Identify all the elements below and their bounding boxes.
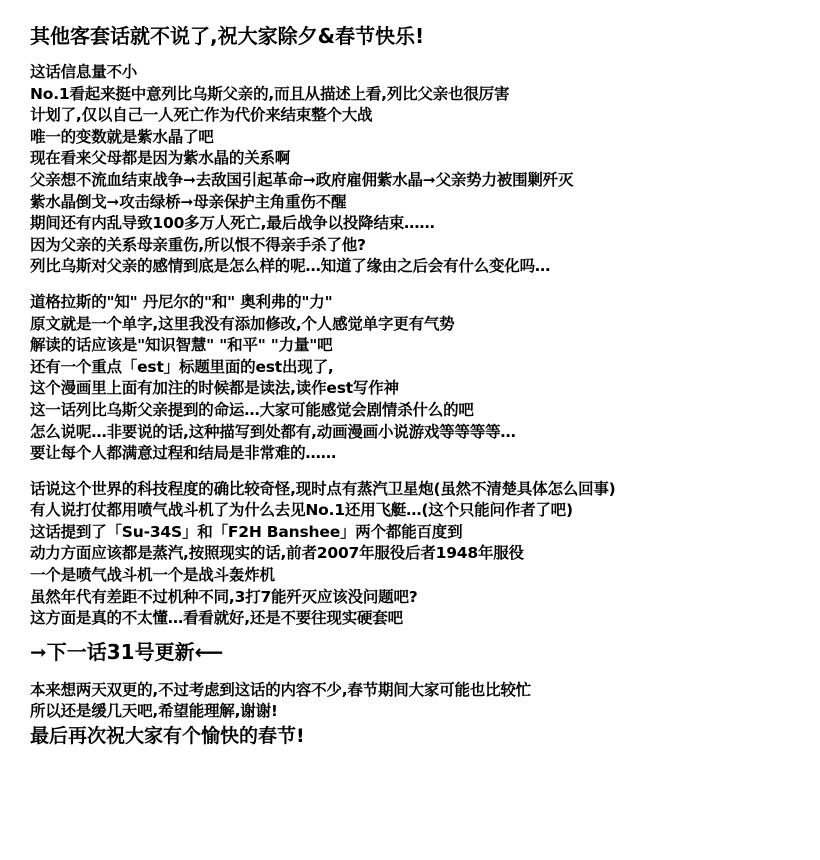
text-line: 唯一的变数就是紫水晶了吧 — [30, 127, 214, 146]
text-line: 因为父亲的关系母亲重伤,所以恨不得亲手杀了他? — [30, 235, 366, 254]
text-line: 计划了,仅以自己一人死亡作为代价来结束整个大战 — [30, 106, 373, 125]
text-line: 这方面是真的不太懂…看看就好,还是不要往现实硬套吧 — [30, 609, 403, 628]
text-line: 父亲想不流血结束战争➞去敌国引起革命➞政府雇佣紫水晶➞父亲势力被围剿歼灭 — [30, 170, 574, 189]
text-line: 本来想两天双更的,不过考虑到这话的内容不少,春节期间大家可能也比较忙 — [30, 680, 531, 699]
text-line: 紫水晶倒戈➞攻击绿桥➞母亲保护主角重伤不醒 — [30, 192, 347, 211]
closing-greeting: 最后再次祝大家有个愉快的春节! — [30, 725, 305, 748]
text-line: 道格拉斯的"知" 丹尼尔的"和" 奥利弗的"力" — [30, 292, 333, 311]
text-line: 这话提到了「Su-34S」和「F2H Banshee」两个都能百度到 — [30, 522, 463, 541]
text-line: No.1看起来挺中意列比乌斯父亲的,而且从描述上看,列比父亲也很厉害 — [30, 84, 510, 103]
text-line: 还有一个重点「est」标题里面的est出现了, — [30, 357, 334, 376]
page-title: 其他客套话就不说了,祝大家除夕&春节快乐! — [30, 24, 425, 48]
text-line: 要让每个人都满意过程和结局是非常难的…… — [30, 444, 337, 463]
text-line: 怎么说呢…非要说的话,这种描写到处都有,动画漫画小说游戏等等等等… — [30, 422, 516, 441]
text-line: 解读的话应该是"知识智慧" "和平" "力量"吧 — [30, 336, 333, 355]
article — [30, 22, 810, 749]
text-line: 列比乌斯对父亲的感情到底是怎么样的呢…知道了缘由之后会有什么变化吗… — [30, 257, 551, 276]
text-line: 这个漫画里上面有加注的时候都是读法,读作est写作神 — [30, 379, 399, 398]
text-line: 虽然年代有差距不过机种不同,3打7能歼灭应该没问题吧? — [30, 587, 418, 606]
paragraph-translation-notes — [30, 292, 810, 465]
next-update-notice: ➞下一话31号更新⟵ — [30, 639, 224, 664]
text-line: 原文就是一个单字,这里我没有添加修改,个人感觉单字更有气势 — [30, 314, 455, 333]
text-line: 话说这个世界的科技程度的确比较奇怪,现时点有蒸汽卫星炮(虽然不清楚具体怎么回事) — [30, 479, 616, 498]
text-line: 期间还有内乱导致100多万人死亡,最后战争以投降结束…… — [30, 214, 435, 233]
text-line: 所以还是缓几天吧,希望能理解,谢谢! — [30, 702, 278, 721]
text-line: 现在看来父母都是因为紫水晶的关系啊 — [30, 149, 291, 168]
text-line: 有人说打仗都用喷气战斗机了为什么去见No.1还用飞艇…(这个只能问作者了吧) — [30, 501, 573, 520]
text-line: 这一话列比乌斯父亲提到的命运…大家可能感觉会剧情杀什么的吧 — [30, 400, 474, 419]
paragraph-story-analysis — [30, 62, 810, 278]
text-line: 一个是喷气战斗机一个是战斗轰炸机 — [30, 566, 275, 585]
text-line: 动力方面应该都是蒸汽,按照现实的话,前者2007年服役后者1948年服役 — [30, 544, 524, 563]
text-line: 这话信息量不小 — [30, 63, 138, 81]
paragraph-technology-notes — [30, 479, 810, 630]
paragraph-schedule-notes — [30, 680, 810, 723]
